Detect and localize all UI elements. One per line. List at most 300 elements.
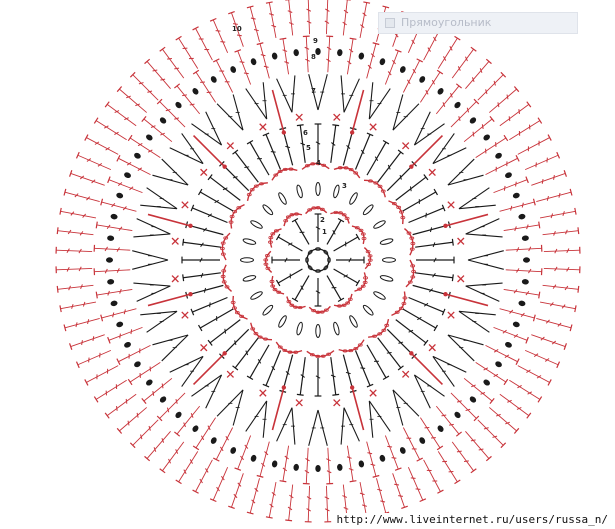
- stitch-mark: [468, 251, 504, 270]
- stitch-mark: [315, 358, 322, 396]
- stitch-mark: [540, 208, 576, 218]
- stitch-mark: [159, 396, 167, 404]
- stitch-mark: [117, 155, 151, 174]
- stitch-mark: [315, 124, 322, 162]
- stitch-mark: [280, 446, 289, 482]
- stitch-mark: [110, 300, 117, 306]
- stitch-mark: [348, 192, 358, 205]
- stitch-mark: [509, 118, 541, 140]
- stitch-mark: [429, 169, 435, 175]
- stitch-mark: [192, 87, 200, 95]
- stitch-mark: [124, 172, 132, 179]
- stitch-mark: [536, 318, 572, 331]
- stitch-mark: [133, 152, 141, 159]
- round-10: [56, 0, 580, 522]
- stitch-mark: [132, 251, 168, 270]
- stitch-mark: [292, 218, 309, 244]
- stitch-mark: [233, 338, 259, 370]
- stitch-mark: [70, 335, 105, 350]
- stitch-mark: [107, 235, 114, 240]
- stitch-mark: [367, 442, 380, 478]
- stitch-mark: [277, 192, 287, 205]
- stitch-mark: [393, 473, 408, 508]
- stitch-mark: [262, 304, 274, 316]
- stitch-mark: [145, 134, 153, 142]
- stitch-mark: [337, 49, 342, 56]
- stitch-mark: [459, 188, 496, 209]
- stitch-mark: [402, 143, 408, 149]
- stitch-mark: [257, 442, 270, 478]
- stitch-mark: [85, 135, 118, 155]
- shape-tooltip: [378, 12, 578, 34]
- stitch-mark: [260, 390, 266, 396]
- stitch-mark: [133, 219, 170, 237]
- stitch-mark: [309, 410, 328, 446]
- stitch-mark: [385, 436, 401, 471]
- stitch-mark: [525, 350, 559, 368]
- stitch-mark: [94, 118, 126, 140]
- stitch-mark: [316, 183, 320, 196]
- stitch-mark: [544, 247, 580, 254]
- stitch-mark: [60, 208, 96, 218]
- stitch-mark: [107, 279, 114, 284]
- stitch-mark: [347, 446, 356, 482]
- stitch-mark: [402, 371, 408, 377]
- stitch-mark: [230, 66, 237, 74]
- stitch-mark: [221, 265, 231, 292]
- stitch-mark: [334, 294, 352, 307]
- stitch-mark: [458, 276, 464, 282]
- source-url: http://www.liveinternet.ru/users/russa_n/: [333, 513, 611, 526]
- stitch-mark: [414, 112, 444, 145]
- stitch-mark: [296, 185, 304, 199]
- stitch-mark: [235, 436, 251, 471]
- stitch-mark: [193, 70, 215, 102]
- stitch-mark: [191, 298, 227, 316]
- stitch-mark: [263, 133, 281, 169]
- stitch-mark: [284, 213, 302, 226]
- round-number-label: 7: [311, 87, 316, 95]
- stitch-mark: [241, 258, 254, 262]
- stitch-mark: [276, 269, 302, 286]
- stitch-mark: [133, 283, 170, 301]
- round-8: [94, 36, 542, 484]
- stitch-mark: [64, 189, 100, 202]
- stitch-mark: [518, 214, 525, 220]
- stitch-mark: [305, 0, 312, 34]
- stitch-mark: [247, 141, 269, 176]
- stitch-mark: [157, 99, 185, 127]
- stitch-mark: [116, 321, 124, 328]
- stitch-mark: [341, 408, 359, 445]
- stitch-mark: [379, 58, 386, 66]
- round-number-label: 10: [232, 25, 242, 33]
- stitch-mark: [183, 273, 221, 281]
- stitch-mark: [191, 375, 221, 408]
- stitch-mark: [505, 172, 513, 179]
- stitch-mark: [483, 134, 491, 142]
- stitch-mark: [327, 218, 344, 244]
- stitch-mark: [367, 345, 389, 380]
- stitch-mark: [331, 125, 339, 163]
- stitch-mark: [96, 222, 132, 231]
- stitch-mark: [518, 135, 551, 155]
- stitch-mark: [358, 52, 364, 59]
- stitch-mark: [334, 114, 340, 120]
- stitch-mark: [172, 238, 178, 244]
- stitch-mark: [518, 300, 525, 306]
- stitch-mark: [277, 75, 295, 112]
- stitch-mark: [210, 19, 228, 53]
- stitch-mark: [448, 159, 484, 185]
- stitch-mark: [531, 335, 566, 350]
- stitch-mark: [266, 482, 276, 518]
- round-number-label: 6: [303, 129, 308, 137]
- stitch-mark: [458, 238, 464, 244]
- stitch-mark: [356, 351, 374, 387]
- stitch-mark: [518, 366, 551, 386]
- stitch-mark: [296, 322, 304, 336]
- stitch-mark: [339, 340, 364, 352]
- stitch-mark: [360, 2, 370, 38]
- stitch-mark: [334, 269, 360, 286]
- stitch-mark: [466, 283, 503, 301]
- round-1: [272, 214, 364, 306]
- stitch-mark: [373, 290, 386, 300]
- stitch-mark: [379, 455, 386, 463]
- stitch-mark: [176, 36, 198, 68]
- stitch-mark: [403, 189, 438, 211]
- stitch-mark: [159, 117, 167, 125]
- stitch-mark: [213, 59, 232, 93]
- stitch-mark: [266, 2, 276, 38]
- round-number-label: 9: [313, 37, 318, 45]
- stitch-mark: [183, 239, 221, 247]
- stitch-mark: [70, 170, 105, 185]
- stitch-mark: [172, 276, 178, 282]
- stitch-mark: [260, 124, 266, 130]
- stitch-mark: [250, 58, 257, 66]
- stitch-mark: [504, 222, 540, 231]
- stitch-mark: [385, 50, 401, 85]
- stitch-mark: [380, 238, 394, 246]
- round-number-label: 3: [342, 182, 347, 190]
- stitch-mark: [391, 291, 406, 315]
- stitch-mark: [370, 124, 376, 130]
- stitch-mark: [448, 312, 454, 318]
- stitch-mark: [213, 428, 232, 462]
- stitch-mark: [380, 275, 394, 283]
- stitch-mark: [424, 460, 444, 493]
- stitch-mark: [157, 393, 185, 421]
- stitch-mark: [105, 394, 136, 418]
- stitch-mark: [509, 380, 541, 402]
- stitch-mark: [247, 345, 269, 380]
- stitch-mark: [303, 36, 310, 72]
- stitch-mark: [306, 207, 327, 214]
- stitch-mark: [117, 345, 151, 364]
- stitch-mark: [243, 275, 257, 283]
- stitch-mark: [506, 245, 542, 252]
- stitch-mark: [543, 285, 579, 293]
- stitch-mark: [396, 320, 428, 346]
- stitch-mark: [420, 418, 442, 450]
- stitch-mark: [513, 192, 521, 199]
- stitch-mark: [367, 141, 389, 176]
- rectangle-icon: [385, 18, 395, 28]
- magic-ring: [306, 248, 331, 273]
- stitch-mark: [525, 152, 559, 170]
- stitch-mark: [277, 408, 295, 445]
- stitch-mark: [331, 357, 339, 395]
- stitch-mark: [327, 276, 344, 302]
- stitch-mark: [364, 180, 385, 198]
- stitch-mark: [229, 205, 244, 229]
- stitch-mark: [419, 75, 426, 83]
- stitch-mark: [133, 361, 141, 368]
- stitch-mark: [199, 309, 234, 331]
- stitch-mark: [186, 222, 224, 235]
- stitch-mark: [182, 312, 188, 318]
- stitch-mark: [272, 257, 300, 264]
- stitch-mark: [152, 159, 188, 185]
- round-number-label: 2: [320, 216, 325, 224]
- stitch-mark: [56, 247, 92, 254]
- stitch-mark: [476, 362, 508, 384]
- stitch-mark: [210, 75, 217, 83]
- stitch-mark: [419, 437, 426, 445]
- stitch-mark: [217, 390, 243, 426]
- stitch-mark: [454, 411, 462, 419]
- stitch-mark: [523, 258, 529, 263]
- stitch-mark: [506, 268, 542, 275]
- stitch-mark: [175, 101, 183, 109]
- stitch-mark: [277, 315, 287, 328]
- stitch-mark: [316, 48, 321, 54]
- stitch-mark: [285, 0, 293, 35]
- stitch-mark: [116, 192, 124, 199]
- stitch-mark: [140, 188, 177, 209]
- stitch-mark: [352, 226, 366, 244]
- stitch-mark: [483, 379, 491, 387]
- stitch-mark: [272, 52, 278, 59]
- stitch-mark: [293, 49, 298, 56]
- stitch-mark: [437, 87, 445, 95]
- stitch-mark: [437, 425, 445, 433]
- stitch-mark: [513, 321, 521, 328]
- stitch-mark: [276, 234, 302, 251]
- stitch-mark: [459, 311, 496, 332]
- stitch-mark: [451, 99, 479, 127]
- stitch-mark: [228, 473, 243, 508]
- stitch-mark: [326, 36, 333, 72]
- stitch-mark: [160, 47, 184, 78]
- stitch-mark: [128, 135, 160, 157]
- stitch-mark: [57, 284, 93, 292]
- stitch-mark: [96, 289, 132, 298]
- stitch-mark: [393, 94, 419, 130]
- stitch-mark: [448, 202, 454, 208]
- stitch-mark: [373, 219, 386, 229]
- stitch-mark: [413, 285, 451, 298]
- round-number-label: 4: [316, 159, 321, 167]
- stitch-mark: [478, 72, 506, 100]
- stitch-mark: [362, 204, 374, 216]
- stitch-mark: [415, 239, 453, 247]
- stitch-mark: [326, 448, 333, 484]
- stitch-mark: [500, 102, 531, 126]
- stitch-mark: [193, 27, 213, 60]
- stitch-mark: [364, 248, 372, 269]
- stitch-mark: [247, 6, 260, 42]
- stitch-mark: [235, 50, 251, 85]
- stitch-mark: [262, 204, 274, 216]
- stitch-mark: [247, 183, 268, 201]
- stitch-mark: [494, 327, 529, 343]
- stitch-mark: [170, 356, 203, 386]
- stitch-mark: [356, 133, 374, 169]
- stitch-mark: [94, 380, 126, 402]
- stitch-mark: [415, 273, 453, 281]
- stitch-mark: [336, 257, 364, 264]
- stitch-mark: [489, 87, 519, 113]
- stitch-mark: [505, 341, 513, 348]
- stitch-mark: [370, 390, 376, 396]
- stitch-mark: [217, 94, 243, 130]
- stitch-mark: [182, 257, 220, 264]
- stitch-mark: [404, 229, 414, 256]
- stitch-mark: [145, 59, 171, 89]
- stitch-mark: [478, 420, 506, 448]
- stitch-mark: [251, 323, 272, 341]
- stitch-mark: [270, 276, 284, 294]
- stitch-mark: [192, 425, 200, 433]
- stitch-mark: [367, 43, 380, 79]
- stitch-mark: [406, 260, 416, 287]
- stitch-mark: [409, 298, 445, 316]
- stitch-mark: [124, 341, 132, 348]
- stitch-mark: [170, 133, 203, 163]
- stitch-mark: [486, 155, 520, 174]
- stitch-mark: [230, 447, 237, 455]
- stitch-mark: [307, 351, 334, 358]
- stitch-mark: [416, 257, 454, 264]
- stitch-mark: [152, 335, 188, 361]
- stitch-mark: [160, 442, 184, 473]
- stitch-mark: [540, 302, 576, 312]
- stitch-mark: [347, 38, 356, 74]
- stitch-mark: [413, 222, 451, 235]
- stitch-mark: [208, 175, 240, 201]
- stitch-mark: [494, 177, 529, 193]
- stitch-mark: [57, 227, 93, 235]
- stitch-mark: [305, 486, 312, 522]
- stitch-mark: [182, 202, 188, 208]
- stitch-mark: [296, 400, 302, 406]
- stitch-mark: [85, 366, 118, 386]
- stitch-mark: [77, 350, 111, 368]
- stitch-mark: [500, 394, 531, 418]
- stitch-mark: [250, 455, 257, 463]
- stitch-mark: [383, 258, 396, 262]
- stitch-mark: [465, 59, 491, 89]
- stitch-mark: [324, 0, 331, 34]
- round-number-label: 8: [311, 53, 316, 61]
- stitch-mark: [227, 143, 233, 149]
- stitch-mark: [399, 66, 406, 74]
- stitch-mark: [272, 168, 297, 180]
- stitch-mark: [193, 460, 213, 493]
- stitch-mark: [438, 36, 460, 68]
- stitch-mark: [343, 355, 356, 393]
- stitch-mark: [263, 351, 281, 387]
- stitch-mark: [333, 322, 341, 336]
- stitch-mark: [316, 465, 321, 471]
- stitch-mark: [201, 169, 207, 175]
- stitch-mark: [388, 201, 404, 224]
- stitch-mark: [466, 219, 503, 237]
- stitch-mark: [452, 442, 476, 473]
- stitch-mark: [285, 485, 293, 521]
- stitch-mark: [231, 296, 247, 319]
- stitch-mark: [522, 279, 529, 284]
- stitch-mark: [101, 309, 137, 322]
- stitch-mark: [316, 325, 320, 338]
- stitch-mark: [94, 268, 130, 275]
- stitch-mark: [451, 393, 479, 421]
- stitch-mark: [186, 285, 224, 298]
- stitch-mark: [247, 478, 260, 514]
- stitch-mark: [140, 311, 177, 332]
- stitch-mark: [333, 185, 341, 199]
- stitch-mark: [296, 114, 302, 120]
- stitch-mark: [522, 235, 529, 240]
- stitch-mark: [246, 82, 267, 119]
- round-number-label: 1: [322, 228, 327, 236]
- stitch-mark: [448, 335, 484, 361]
- stitch-mark: [433, 356, 466, 386]
- stitch-mark: [106, 258, 112, 263]
- stitch-mark: [272, 460, 278, 467]
- stitch-mark: [504, 289, 540, 298]
- stitch-mark: [343, 128, 356, 166]
- stitch-mark: [77, 152, 111, 170]
- stitch-mark: [297, 357, 305, 395]
- stitch-mark: [369, 401, 390, 438]
- stitch-mark: [334, 400, 340, 406]
- stitch-mark: [60, 302, 96, 312]
- stitch-mark: [343, 0, 351, 35]
- tooltip-label: Прямоугольник: [401, 16, 492, 29]
- stitch-mark: [210, 437, 217, 445]
- stitch-mark: [105, 102, 136, 126]
- stitch-mark: [403, 309, 438, 331]
- stitch-mark: [246, 401, 267, 438]
- stitch-mark: [369, 82, 390, 119]
- stitch-mark: [130, 420, 158, 448]
- stitch-mark: [250, 219, 263, 229]
- stitch-mark: [176, 451, 198, 483]
- stitch-mark: [454, 101, 462, 109]
- stitch-mark: [368, 319, 389, 337]
- stitch-mark: [303, 448, 310, 484]
- stitch-mark: [486, 345, 520, 364]
- stitch-mark: [409, 205, 445, 223]
- stitch-mark: [341, 75, 359, 112]
- round-4: [220, 162, 415, 357]
- stitch-mark: [500, 199, 536, 212]
- stitch-mark: [495, 152, 503, 159]
